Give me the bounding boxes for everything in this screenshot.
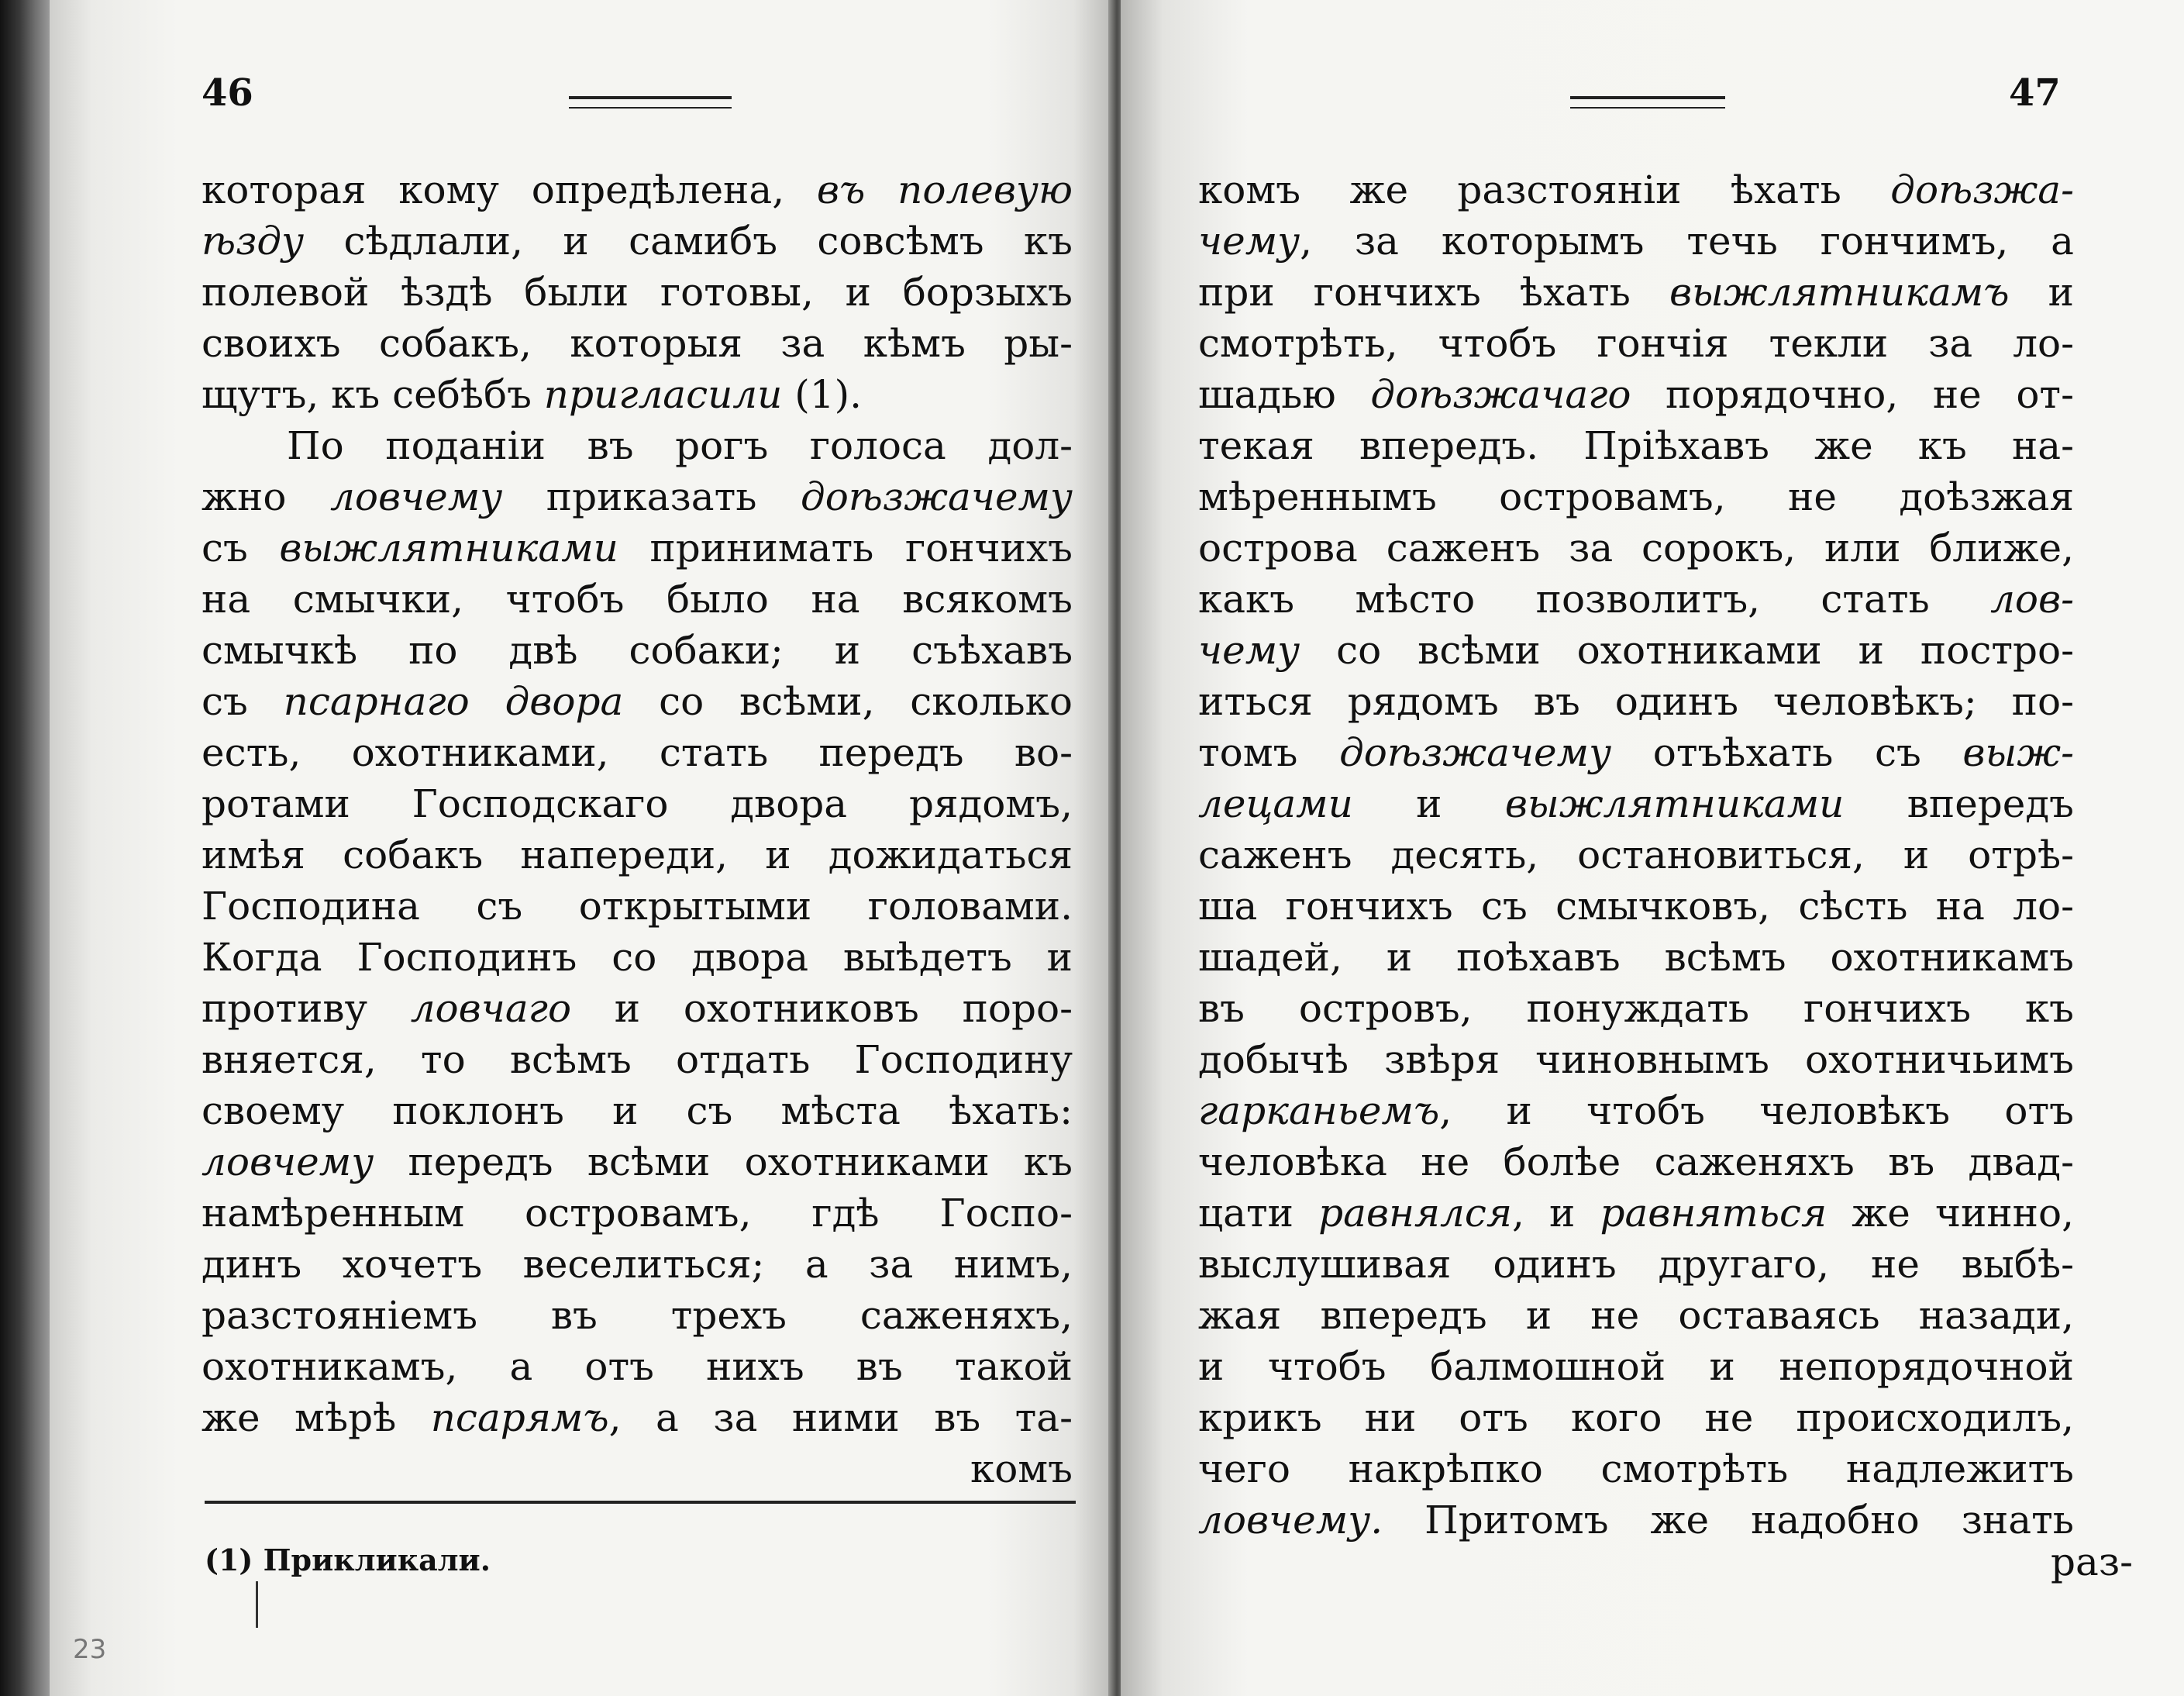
text-run: и охотниковъ поро- (571, 986, 1073, 1031)
text-run: смотрѣть, чтобъ гончія текли за ло- (1198, 321, 2074, 366)
text-line (1198, 1188, 2074, 1239)
text-run: со всѣми, сколько (623, 679, 1073, 724)
text-run: своихъ собакъ, которыя за кѣмъ ры- (202, 321, 1073, 366)
text-line (202, 318, 1073, 369)
text-line (202, 1034, 1073, 1085)
text-line (1198, 1341, 2074, 1392)
text-run: , и (1511, 1191, 1600, 1236)
text-run: и чтобъ балмошной и непорядочной (1198, 1344, 2074, 1389)
italic-term: псарямъ (430, 1395, 609, 1440)
text-run: Притомъ же надобно знать (1383, 1498, 2074, 1543)
italic-term: лецами (1198, 781, 1353, 826)
text-line (1198, 1136, 2074, 1188)
text-run: ротами Господскаго двора рядомъ, (202, 781, 1073, 826)
text-run: саженъ десять, остановиться, и отрѣ- (1198, 832, 2074, 877)
text-line (202, 574, 1073, 625)
text-run: шадью (1198, 372, 1371, 417)
text-line (1198, 932, 2074, 983)
text-run: , и чтобъ человѣкъ отъ (1439, 1088, 2074, 1133)
text-line (202, 778, 1073, 829)
italic-term: доѣзжачему (1339, 730, 1612, 775)
text-run: томъ (1198, 730, 1340, 775)
footnote: (1) Прикликали. (205, 1543, 491, 1577)
text-run: сѣдлали, и самибъ совсѣмъ къ (304, 219, 1073, 264)
text-run: (1). (782, 372, 862, 417)
text-line (202, 727, 1073, 778)
text-run: принимать гончихъ (618, 526, 1073, 571)
text-line (202, 1085, 1073, 1136)
text-line (202, 1136, 1073, 1188)
text-line (1198, 881, 2074, 932)
text-line (1198, 1494, 2074, 1546)
text-run: По поданіи въ рогъ голоса дол- (287, 423, 1073, 468)
text-line (1198, 1034, 2074, 1085)
text-run: добычѣ звѣря чиновнымъ охотничьимъ (1198, 1037, 2074, 1082)
margin-mark (256, 1581, 258, 1628)
italic-term: ловчаго (410, 986, 572, 1031)
text-run: охотникамъ, а отъ нихъ въ такой (202, 1344, 1073, 1389)
text-run: иться рядомъ въ одинъ человѣкъ; по- (1198, 679, 2074, 724)
text-line (202, 625, 1073, 676)
text-line (202, 267, 1073, 318)
text-run: на смычки, чтобъ было на всякомъ (202, 577, 1073, 622)
text-line (202, 164, 1073, 215)
text-run: цати (1198, 1191, 1319, 1236)
text-line (1198, 369, 2074, 420)
page-number: 46 (202, 71, 253, 115)
header-ornament-rule (569, 96, 732, 109)
text-line (202, 676, 1073, 727)
text-run: человѣка не болѣе саженяхъ въ двад- (1198, 1139, 2074, 1184)
text-run: комъ же разстояніи ѣхать (1198, 167, 1891, 212)
text-run: ша гончихъ съ смычковъ, сѣсть на ло- (1198, 884, 2074, 929)
text-line (1198, 522, 2074, 574)
footnote-rule (205, 1501, 1076, 1504)
text-line (1198, 1290, 2074, 1341)
header-ornament-rule (1570, 96, 1725, 109)
text-run: порядочно, не от- (1631, 372, 2074, 417)
text-line (1198, 778, 2074, 829)
text-run: , а за ними въ та- (608, 1395, 1073, 1440)
text-run: впередъ (1844, 781, 2074, 826)
text-run: смычкѣ по двѣ собаки; и съѣхавъ (202, 628, 1073, 673)
text-run: и (2009, 270, 2075, 315)
text-line (1198, 983, 2074, 1034)
text-line (202, 881, 1073, 932)
text-line (202, 1341, 1073, 1392)
text-run: текая впередъ. Пріѣхавъ же къ на- (1198, 423, 2074, 468)
text-run: шадей, и поѣхавъ всѣмъ охотникамъ (1198, 935, 2074, 980)
text-line (1198, 676, 2074, 727)
text-line (202, 420, 1073, 471)
text-line (202, 932, 1073, 983)
italic-term: ловчему. (1198, 1498, 1383, 1543)
italic-term: выжлятниками (279, 526, 618, 571)
text-run: жно (202, 474, 330, 519)
text-line (1198, 727, 2074, 778)
text-run: съ (202, 679, 284, 724)
text-run: со всѣми охотниками и постро- (1300, 628, 2074, 673)
left-page (50, 0, 1116, 1696)
text-run: своему поклонъ и съ мѣста ѣхать: (202, 1088, 1073, 1133)
text-run: имѣя собакъ напереди, и дожидаться (202, 832, 1073, 877)
text-run: , за которымъ течь гончимъ, а (1300, 219, 2074, 264)
text-line (202, 983, 1073, 1034)
italic-term: доѣзжа- (1890, 167, 2074, 212)
text-run: комъ (970, 1446, 1073, 1491)
catchword: раз- (2051, 1539, 2133, 1584)
text-line (202, 1392, 1073, 1443)
italic-term: ѣзду (202, 219, 305, 264)
left-page-text (202, 164, 1073, 1494)
italic-term: псарнаго двора (283, 679, 624, 724)
text-run: динъ хочетъ веселиться; а за нимъ, (202, 1242, 1073, 1287)
text-run: разстояніемъ въ трехъ саженяхъ, (202, 1293, 1073, 1338)
text-run: передъ всѣми охотниками къ (374, 1139, 1073, 1184)
italic-term: выжлятниками (1504, 781, 1845, 826)
text-line (1198, 164, 2074, 215)
text-run: чего накрѣпко смотрѣть надлежитъ (1198, 1446, 2074, 1491)
text-run: какъ мѣсто позволитъ, стать (1198, 577, 1991, 622)
italic-term: равнялся (1318, 1191, 1512, 1236)
right-page (1121, 0, 2184, 1696)
text-line (1198, 318, 2074, 369)
text-run: вняется, то всѣмъ отдать Господину (202, 1037, 1073, 1082)
text-line (1198, 625, 2074, 676)
text-line (1198, 1443, 2074, 1494)
text-run: же чинно, (1827, 1191, 2075, 1236)
book-edge (0, 0, 50, 1696)
italic-term: гарканьемъ (1198, 1088, 1440, 1133)
right-page-text (1198, 164, 2074, 1546)
text-line (1198, 420, 2074, 471)
text-run: Когда Господинъ со двора выѣдетъ и (202, 935, 1073, 980)
italic-term: ловчему (330, 474, 503, 519)
text-line (1198, 1392, 2074, 1443)
text-line (202, 369, 1073, 420)
text-line (1198, 829, 2074, 881)
text-run: намѣренным островамъ, гдѣ Госпо- (202, 1191, 1073, 1236)
italic-term: доѣзжачаго (1370, 372, 1631, 417)
text-line (202, 829, 1073, 881)
text-run: щутъ, къ себѣбъ (202, 372, 544, 417)
text-line (1198, 574, 2074, 625)
italic-term: чему (1198, 628, 1300, 673)
text-run: выслушивая одинъ другаго, не выбѣ- (1198, 1242, 2074, 1287)
text-line (202, 522, 1073, 574)
text-run: острова саженъ за сорокъ, или ближе, (1198, 526, 2074, 571)
text-run: есть, охотниками, стать передъ во- (202, 730, 1073, 775)
text-run: и (1352, 781, 1505, 826)
italic-term: выжлятникамъ (1669, 270, 2010, 315)
text-run: жая впередъ и не оставаясь назади, (1198, 1293, 2074, 1338)
italic-term: чему (1198, 219, 1300, 264)
text-run: же мѣрѣ (202, 1395, 431, 1440)
text-run: противу (202, 986, 411, 1031)
text-run: въ островъ, понуждать гончихъ къ (1198, 986, 2074, 1031)
italic-term: ловчему (202, 1139, 374, 1184)
italic-term: лов- (1990, 577, 2074, 622)
text-line (1198, 215, 2074, 267)
text-line (202, 215, 1073, 267)
italic-term: въ полевую (816, 167, 1073, 212)
text-line (1198, 1239, 2074, 1290)
text-run: крикъ ни отъ кого не происходилъ, (1198, 1395, 2074, 1440)
italic-term: равняться (1600, 1191, 1827, 1236)
text-run: Господина съ открытыми головами. (202, 884, 1073, 929)
text-line (202, 1290, 1073, 1341)
italic-term: доѣзжачему (801, 474, 1073, 519)
italic-term: пригласили (543, 372, 783, 417)
text-run: приказать (502, 474, 801, 519)
text-run: мѣреннымъ островамъ, не доѣзжая (1198, 474, 2074, 519)
text-run: полевой ѣздѣ были готовы, и борзыхъ (202, 270, 1073, 315)
pencil-annotation: 23 (73, 1634, 107, 1665)
page-number: 47 (2009, 71, 2061, 115)
text-line (202, 1188, 1073, 1239)
text-run: которая кому опредѣлена, (202, 167, 817, 212)
text-line (202, 1443, 1073, 1494)
text-run: отъѣхать съ (1611, 730, 1963, 775)
text-run: при гончихъ ѣхать (1198, 270, 1669, 315)
text-run: съ (202, 526, 280, 571)
italic-term: выж- (1962, 730, 2074, 775)
text-line (1198, 267, 2074, 318)
text-line (1198, 1085, 2074, 1136)
text-line (202, 1239, 1073, 1290)
text-line (202, 471, 1073, 522)
text-line (1198, 471, 2074, 522)
